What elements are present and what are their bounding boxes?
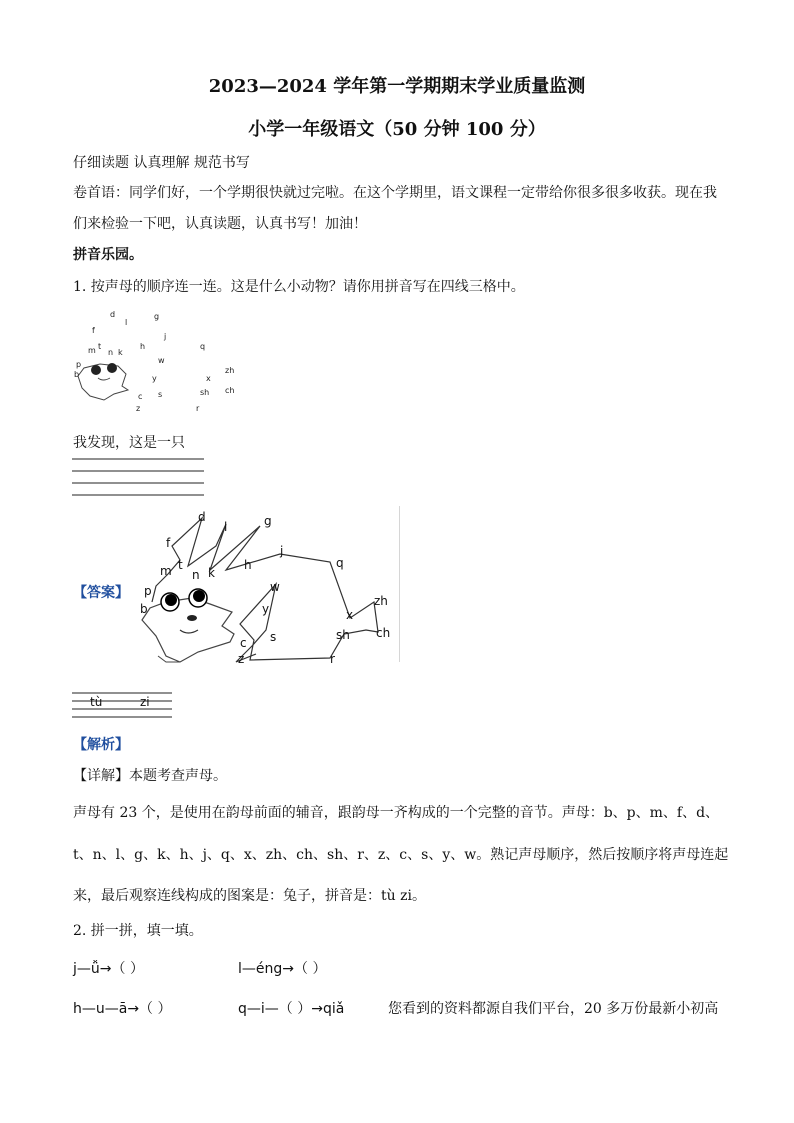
detail-line — [73, 765, 227, 785]
letter-n: n — [108, 348, 114, 357]
discover-text: 我发现，这是一只 — [73, 435, 185, 451]
analysis-para-line-2: t、n、l、g、k、h、j、q、x、zh、ch、sh、r、z、c、s、y、w。熟记声母顺序，然后按顺序将声母连起 — [73, 847, 729, 863]
answer-letter-l: l — [224, 520, 228, 534]
letter-c: c — [138, 392, 143, 401]
letter-s: s — [158, 390, 163, 399]
watermark-text: 您看到的资料都源自我们平台，20 多万份最新小初高 — [388, 1001, 719, 1017]
analysis-para-line-3: 来，最后观察连线构成的图案是：兔子，拼音是：tù zi。 — [73, 888, 426, 904]
answer-letter-z: z — [238, 652, 245, 666]
letter-p: p — [76, 360, 82, 369]
answer-letter-h: h — [244, 558, 252, 572]
letter-b: b — [74, 370, 80, 379]
answer-letter-n: n — [192, 568, 200, 582]
answer-four-line-grid — [72, 692, 172, 718]
answer-letter-d: d — [198, 510, 206, 524]
analysis-para-line-1: 声母有 23 个，是使用在韵母前面的辅音，跟韵母一齐构成的一个完整的音节。声母：b、p、m、f、d、 — [73, 805, 720, 821]
answer-letter-b: b — [140, 602, 148, 616]
question-2-prompt: 2. 拼一拼，填一填。 — [73, 923, 203, 939]
answer-letter-g: g — [264, 514, 272, 528]
answer-letter-y: y — [262, 602, 270, 616]
letter-l: l — [125, 318, 128, 327]
letter-z: z — [136, 404, 141, 413]
letter-g: g — [154, 312, 160, 321]
answer-letter-t: t — [178, 558, 183, 572]
preface-line-2: 们来检验一下吧，认真读题，认真书写！加油！ — [73, 216, 367, 232]
question-2-item-3: h—u—ā→（ ） — [73, 1001, 172, 1017]
answer-letter-r: r — [330, 652, 335, 666]
answer-letter-w: w — [270, 580, 280, 594]
letter-w: w — [158, 356, 165, 365]
puzzle-figure — [70, 308, 240, 418]
letter-x: x — [206, 374, 211, 383]
answer-letter-p: p — [144, 584, 152, 598]
four-line-grid — [72, 458, 204, 496]
letter-r: r — [196, 404, 200, 413]
letter-zh: zh — [225, 366, 235, 375]
letter-ch: ch — [225, 386, 235, 395]
page-subtitle: 小学一年级语文（50 分钟 100 分） — [248, 119, 546, 140]
preface-line-1: 卷首语：同学们好，一个学期很快就过完啦。在这个学期里，语文课程一定带给你很多很多收获。现在我 — [73, 185, 717, 201]
page-title: 2023—2024 学年第一学期期末学业质量监测 — [208, 76, 586, 97]
detail-label: 【详解】 — [73, 768, 129, 784]
answer-letter-c: c — [240, 636, 247, 650]
section-title: 拼音乐园。 — [73, 247, 143, 263]
detail-text: 本题考查声母。 — [129, 768, 227, 784]
motto: 仔细读题 认真理解 规范书写 — [73, 155, 250, 171]
question-2-item-2: l—éng→（ ） — [238, 961, 327, 977]
answer-letter-ch: ch — [376, 626, 391, 640]
answer-pinyin-tu: tù — [90, 695, 103, 709]
letter-h: h — [140, 342, 146, 351]
letter-t: t — [98, 342, 102, 351]
rabbit-outline-icon — [70, 308, 240, 418]
answer-pinyin-zi: zi — [140, 695, 150, 709]
answer-letter-j: j — [280, 544, 284, 558]
question-2-item-4: q—i—（ ）→qiǎ — [238, 1001, 345, 1017]
answer-figure — [136, 506, 400, 668]
letter-k: k — [118, 348, 123, 357]
answer-letter-m: m — [160, 564, 172, 578]
letter-q: q — [200, 342, 206, 351]
answer-letter-zh: zh — [374, 594, 388, 608]
rabbit-connect-icon — [136, 506, 400, 668]
answer-letter-q: q — [336, 556, 344, 570]
letter-m: m — [88, 346, 96, 355]
letter-y: y — [152, 374, 157, 383]
letter-j: j — [164, 332, 167, 341]
answer-label: 【答案】 — [73, 585, 129, 601]
letter-sh: sh — [200, 388, 210, 397]
answer-letter-sh: sh — [336, 628, 350, 642]
letter-f: f — [92, 326, 95, 335]
answer-letter-x: x — [346, 608, 354, 622]
question-2-item-1: j—ǚ→（ ） — [73, 961, 144, 977]
answer-letter-f: f — [166, 536, 171, 550]
answer-letter-k: k — [208, 566, 215, 580]
question-1-prompt: 1. 按声母的顺序连一连。这是什么小动物？请你用拼音写在四线三格中。 — [73, 279, 525, 295]
analysis-label: 【解析】 — [73, 737, 129, 753]
answer-letter-s: s — [270, 630, 277, 644]
letter-d: d — [110, 310, 116, 319]
